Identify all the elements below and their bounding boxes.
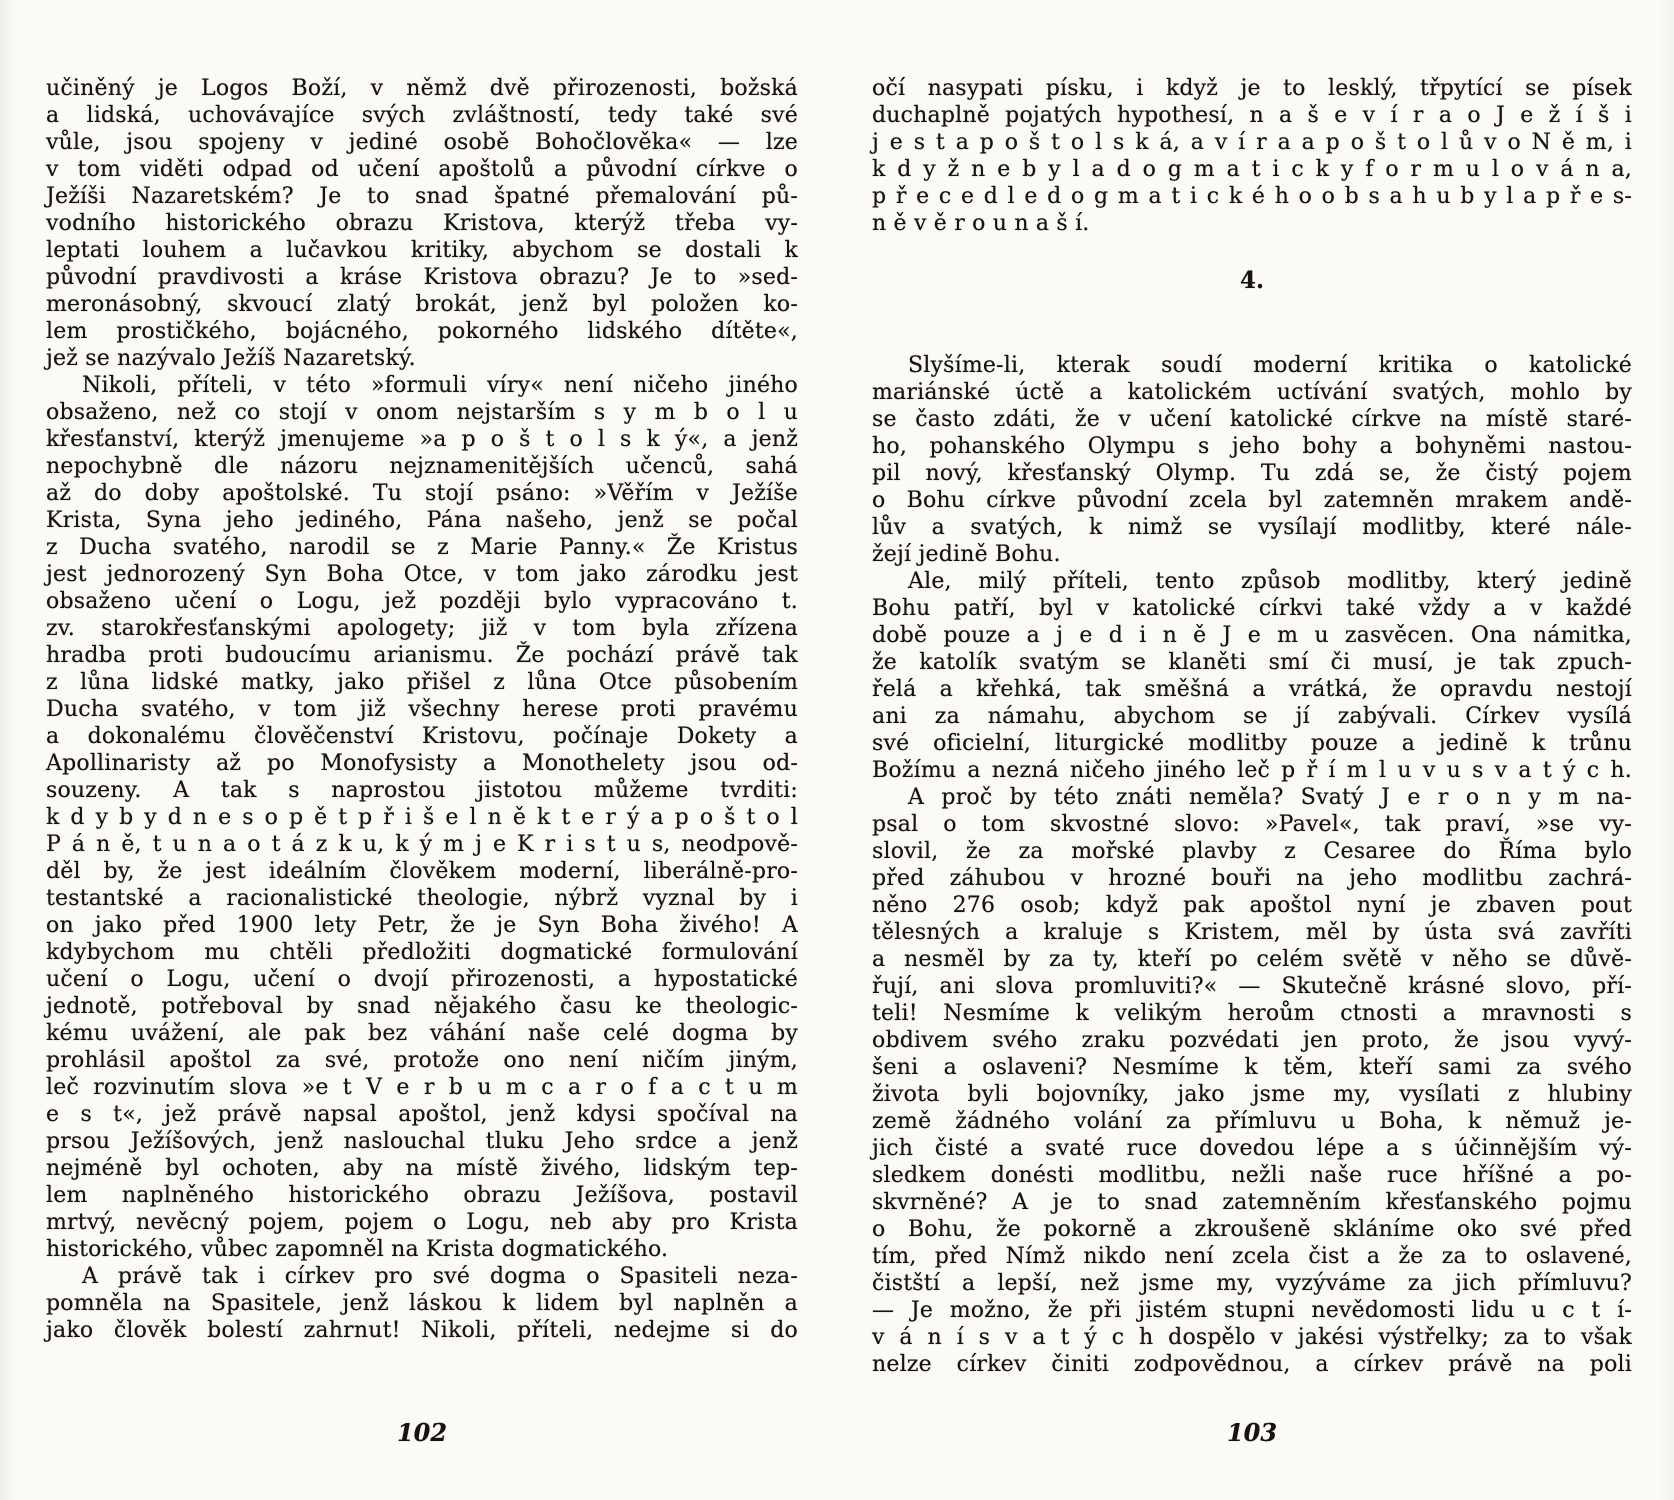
text-line: o Bohu, že pokorně a zkroušeně skláníme oko své před xyxy=(872,1217,1632,1242)
text-line: skvrněné? A je to snad zatemněním křesťanského pojmu xyxy=(872,1190,1632,1215)
text-line: k d y ž n e b y l a d o g m a t i c k y f o r m u l o v á n a, xyxy=(872,157,1632,182)
text-line: kému uvážení, ale pak bez váhání naše celé dogma by xyxy=(46,1021,798,1046)
text-line: Bohu patří, byl v katolické církvi také vždy a v každé xyxy=(872,596,1632,621)
paragraph xyxy=(46,1263,798,1344)
text-line: očí nasypati písku, i když je to lesklý, třpytící se písek xyxy=(872,76,1632,101)
text-line: hradba proti budoucímu arianismu. Že pochází právě tak xyxy=(46,643,798,668)
text-line: době pouze a j e d i n ě J e m u zasvěcen. Ona námitka, xyxy=(872,623,1632,648)
text-line: testantské a racionalistické theologie, nýbrž vyznal by i xyxy=(46,886,798,911)
text-line: obsaženo, než co stojí v onom nejstarším s y m b o l u xyxy=(46,400,798,425)
section-heading: 4. xyxy=(1239,267,1264,294)
text-line: lem prostičkého, bojácného, pokorného lidského dítěte«, xyxy=(46,319,798,344)
paragraph xyxy=(46,75,798,372)
text-line: o Bohu církve původní zcela byl zatemněn mrakem andě- xyxy=(872,488,1632,513)
page-right-text-block xyxy=(872,75,1632,1378)
text-line: v á n í s v a t ý c h dospělo v jakési výstřelky; za to však xyxy=(872,1325,1632,1350)
text-line: až do doby apoštolské. Tu stojí psáno: »Věřím v Ježíše xyxy=(46,481,798,506)
text-line: původní pravdivosti a kráse Kristova obrazu? Je to »sed- xyxy=(46,265,798,290)
text-line: z lůna lidské matky, jako přišel z lůna Otce působením xyxy=(46,670,798,695)
paragraph xyxy=(872,352,1632,568)
text-line: řují, ani slova promluviti?« — Skutečně krásné slovo, pří- xyxy=(872,974,1632,999)
text-line: jest jednorozený Syn Boha Otce, v tom jako zárodku jest xyxy=(46,562,798,587)
text-line: řelá a křehká, tak směšná a vrátká, že opravdu nestojí xyxy=(872,677,1632,702)
text-line: jako člověk bolestí zahrnut! Nikoli, příteli, nedejme si do xyxy=(46,1318,798,1343)
text-line: pomněla na Spasitele, jenž láskou k lidem byl naplněn a xyxy=(46,1291,798,1316)
text-line: a nesměl by za ty, kteří po celém světě v něho se důvě- xyxy=(872,947,1632,972)
text-line: Krista, Syna jeho jediného, Pána našeho, jenž se počal xyxy=(46,508,798,533)
text-line: života byli bojovníky, jako jsme my, vysílati z hlubiny xyxy=(872,1082,1632,1107)
text-line: leč rozvinutím slova »e t V e r b u m c a r o f a c t u m xyxy=(46,1075,798,1100)
text-line: leptati louhem a lučavkou kritiky, abychom se dostali k xyxy=(46,238,798,263)
text-line: ani za námahu, abychom se jí zabývali. Církev vysílá xyxy=(872,704,1632,729)
text-line: mariánské úctě a katolickém uctívání svatých, mohlo by xyxy=(872,380,1632,405)
text-line: duchaplně pojatých hypothesí, n a š e v í r a o J e ž í š i xyxy=(872,103,1632,128)
text-line: tělesných a kraluje s Kristem, měl by ústa svá zavříti xyxy=(872,920,1632,945)
text-line: nepochybně dle názoru nejznamenitějších učenců, sahá xyxy=(46,454,798,479)
text-line: obdivem svého zraku pozvédati jen proto, že jsou vyvý- xyxy=(872,1028,1632,1053)
text-line: křesťanství, kterýž jmenujeme »a p o š t o l s k ý«, a jenž xyxy=(46,427,798,452)
text-line: p ř e c e d l e d o g m a t i c k é h o o b s a h u b y l a p ř e s- xyxy=(872,184,1632,209)
text-line: ho, pohanského Olympu s jeho bohy a bohyněmi nastou- xyxy=(872,434,1632,459)
text-line: tím, před Nímž nikdo není zcela čist a že za to oslavené, xyxy=(872,1244,1632,1269)
text-line: a dokonalému člověčenství Kristovu, počínaje Dokety a xyxy=(46,724,798,749)
text-line: učení o Logu, učení o dvojí přirozenosti, a hypostatické xyxy=(46,967,798,992)
text-line: lem naplněného historického obrazu Ježíšova, postavil xyxy=(46,1183,798,1208)
text-line: a lidská, uchovávajíce svých zvláštností, tedy také své xyxy=(46,103,798,128)
text-line: Ducha svatého, v tom již všechny herese proti pravému xyxy=(46,697,798,722)
text-line: on jako před 1900 lety Petr, že je Syn Boha živého! A xyxy=(46,913,798,938)
paragraph xyxy=(872,75,1632,237)
text-line: P á n ě, t u n a o t á z k u, k ý m j e K r i s t u s, neodpově- xyxy=(46,832,798,857)
text-line: historického, vůbec zapomněl na Krista dogmatického. xyxy=(46,1237,669,1262)
text-line: kdybychom mu chtěli předložiti dogmatické formulování xyxy=(46,940,798,965)
text-line: meronásobný, skvoucí zlatý brokát, jenž byl položen ko- xyxy=(46,292,798,317)
text-line: — Je možno, že při jistém stupni nevědomosti lidu u c t í- xyxy=(872,1298,1632,1323)
text-line: se často zdáti, že v učení katolické církve na místě staré- xyxy=(872,407,1632,432)
text-line: obsaženo učení o Logu, jež později bylo vypracováno t. xyxy=(46,589,798,614)
page-number-left: 102 xyxy=(396,1418,448,1447)
text-line: čistští a lepší, než jsme my, vyzýváme za jich přímluvu? xyxy=(872,1271,1632,1296)
text-line: jež se nazývalo Ježíš Nazaretský. xyxy=(46,346,416,371)
text-line: jich čisté a svaté ruce dovedou lépe a s účinnějším vý- xyxy=(872,1136,1632,1161)
text-line: teli! Nesmíme k velikým heroům ctnosti a mravnosti s xyxy=(872,1001,1632,1026)
text-line: děl by, že jest ideálním člověkem moderní, liberálně-pro- xyxy=(46,859,798,884)
text-line: pil nový, křesťanský Olymp. Tu zdá se, že čistý pojem xyxy=(872,461,1632,486)
text-line: prohlásil apoštol za své, protože ono není ničím jiným, xyxy=(46,1048,798,1073)
text-line: A proč by této znáti neměla? Svatý J e r o n y m na- xyxy=(908,785,1632,810)
text-line: Apollinaristy až po Monofysisty a Monothelety jsou od- xyxy=(46,751,798,776)
text-line: Slyšíme-li, kterak soudí moderní kritika o katolické xyxy=(908,353,1632,378)
text-line: Ježíši Nazaretském? Je to snad špatné přemalování pů- xyxy=(46,184,798,209)
text-line: psal o tom skvostné slovo: »Pavel«, tak praví, »se vy- xyxy=(872,812,1632,837)
text-line: před záhubou v hrozné bouři na jeho modlitbu zachrá- xyxy=(872,866,1632,891)
text-line: mrtvý, nevěcný pojem, pojem o Logu, neb aby pro Krista xyxy=(46,1210,798,1235)
text-line: A právě tak i církev pro své dogma o Spasiteli neza- xyxy=(82,1264,798,1289)
text-line: zv. starokřesťanskými apologety; již v tom byla zřízena xyxy=(46,616,798,641)
paragraph xyxy=(872,784,1632,1378)
text-line: země žádného volání za přímluvu u Boha, k němuž je- xyxy=(872,1109,1632,1134)
text-line: sledkem donésti modlitbu, nežli naše ruce hříšné a po- xyxy=(872,1163,1632,1188)
text-line: j e s t a p o š t o l s k á, a v í r a a p o š t o l ů v o N ě m, i xyxy=(872,130,1632,155)
text-line: šeni a oslaveni? Nesmíme k těm, kteří sami za svého xyxy=(872,1055,1632,1080)
text-line: Nikoli, příteli, v této »formuli víry« není ničeho jiného xyxy=(82,373,798,398)
text-line: vůle, jsou spojeny v jediné osobě Bohočlověka« — lze xyxy=(46,130,798,155)
paragraph xyxy=(46,372,798,1263)
text-line: k d y b y d n e s o p ě t p ř i š e l n ě k t e r ý a p o š t o l xyxy=(46,805,798,830)
text-line: lův a svatých, k nimž se vysílají modlitby, které nále- xyxy=(872,515,1632,540)
text-line: n ě v ě r o u n a š í. xyxy=(872,211,1090,236)
text-line: své oficielní, liturgické modlitby pouze a jedině k trůnu xyxy=(872,731,1632,756)
text-line: Božímu a nezná ničeho jiného leč p ř í m l u v u s v a t ý c h. xyxy=(872,758,1632,783)
text-line: souzeny. A tak s naprostou jistotou můžeme tvrditi: xyxy=(46,778,798,803)
text-line: učiněný je Logos Boží, v němž dvě přirozenosti, božská xyxy=(46,76,798,101)
text-line: že katolík svatým se klaněti smí či musí, je tak zpuch- xyxy=(872,650,1632,675)
text-line: nejméně byl ochoten, aby na místě živého, lidským tep- xyxy=(46,1156,798,1181)
paragraph xyxy=(872,568,1632,784)
text-line: e s t«, jež právě napsal apoštol, jenž kdysi spočíval na xyxy=(46,1102,798,1127)
text-line: vodního historického obrazu Kristova, kterýž třeba vy- xyxy=(46,211,798,236)
text-line: Ale, milý příteli, tento způsob modlitby, který jedině xyxy=(908,569,1632,594)
text-line: něno 276 osob; když pak apoštol nyní je zbaven pout xyxy=(872,893,1632,918)
text-line: prsou Ježíšových, jenž naslouchal tluku Jeho srdce a jenž xyxy=(46,1129,798,1154)
text-line: slovil, že za mořské plavby z Cesaree do Říma bylo xyxy=(872,839,1632,864)
text-line: nelze církev činiti zodpovědnou, a církev právě na poli xyxy=(872,1352,1632,1377)
page-number-right: 103 xyxy=(1226,1418,1278,1447)
text-line: žejí jedině Bohu. xyxy=(872,542,1061,567)
page-left-text-block xyxy=(46,75,798,1344)
text-line: jednotě, potřeboval by snad nějakého času ke theologic- xyxy=(46,994,798,1019)
text-line: z Ducha svatého, narodil se z Marie Panny.« Že Kristus xyxy=(46,535,798,560)
text-line: v tom viděti odpad od učení apoštolů a původní církve o xyxy=(46,157,798,182)
